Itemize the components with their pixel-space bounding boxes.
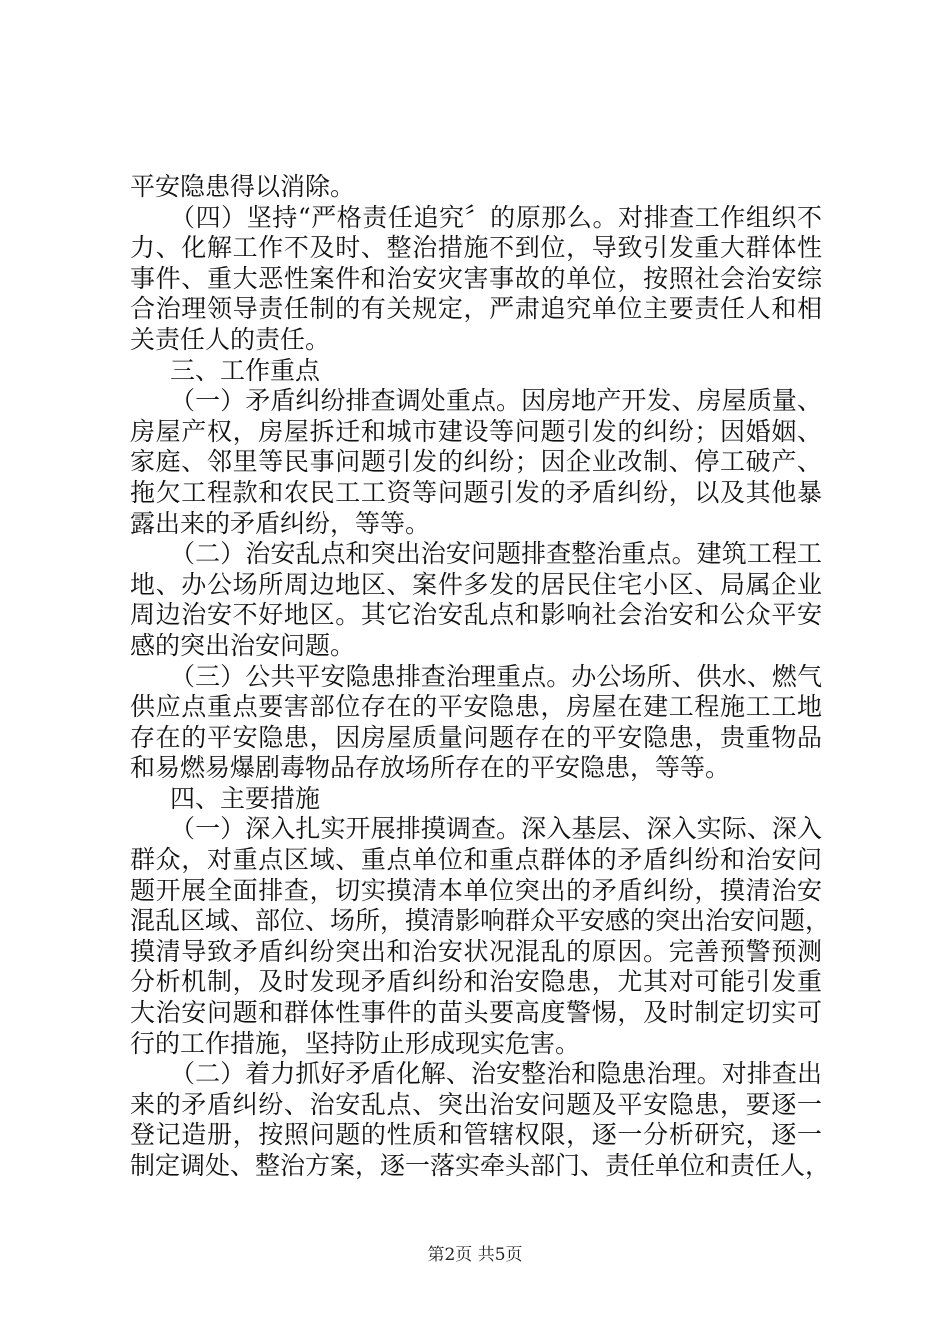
text-line: 房屋产权，房屋拆迁和城市建设等问题引发的纠纷；因婚姻、 (130, 416, 822, 446)
text-line: 分析机制，及时发现矛盾纠纷和治安隐患，尤其对可能引发重 (130, 967, 822, 997)
text-line: 供应点重点要害部位存在的平安隐患，房屋在建工程施工工地 (130, 692, 822, 722)
text-line: 周边治安不好地区。其它治安乱点和影响社会治安和公众平安 (130, 600, 822, 630)
text-line: 来的矛盾纠纷、治安乱点、突出治安问题及平安隐患，要逐一 (130, 1089, 822, 1119)
text-line: 合治理领导责任制的有关规定，严肃追究单位主要责任人和相 (130, 294, 822, 324)
text-line: （四）坚持“严格责任追究〞的原那么。对排查工作组织不 (170, 202, 822, 232)
text-line: 和易燃易爆剧毒物品存放场所存在的平安隐患，等等。 (130, 753, 731, 783)
text-line: 平安隐患得以消除。 (130, 172, 356, 201)
text-line: 摸清导致矛盾纠纷突出和治安状况混乱的原因。完善预警预测 (130, 936, 822, 966)
text-line: 存在的平安隐患，因房屋质量问题存在的平安隐患，贵重物品 (130, 722, 822, 752)
text-line: 题开展全面排查，切实摸清本单位突出的矛盾纠纷，摸清治安 (130, 875, 822, 905)
text-line: 拖欠工程款和农民工工资等问题引发的矛盾纠纷，以及其他暴 (130, 477, 822, 507)
text-line: 事件、重大恶性案件和治安灾害事故的单位，按照社会治安综 (130, 263, 822, 293)
text-line: 登记造册，按照问题的性质和管辖权限，逐一分析研究，逐一 (130, 1120, 822, 1150)
text-line: 地、办公场所周边地区、案件多发的居民住宅小区、局属企业 (130, 569, 822, 599)
text-line: （一）矛盾纠纷排查调处重点。因房地产开发、房屋质量、 (170, 386, 822, 416)
text-line: 混乱区域、部位、场所，摸清影响群众平安感的突出治安问题， (130, 906, 831, 936)
text-line: 群众，对重点区域、重点单位和重点群体的矛盾纠纷和治安问 (130, 845, 822, 875)
text-line: （二）治安乱点和突出治安问题排查整治重点。建筑工程工 (170, 539, 822, 569)
text-line: 关责任人的责任。 (130, 324, 331, 354)
page-number-footer: 第2页 共5页 (427, 1245, 523, 1265)
text-line: 大治安问题和群体性事件的苗头要高度警惕，及时制定切实可 (130, 998, 822, 1028)
text-line: 露出来的矛盾纠纷，等等。 (130, 508, 431, 538)
document-body (130, 172, 831, 1182)
text-line: 制定调处、整治方案，逐一落实牵头部门、责任单位和责任人， (130, 1151, 831, 1180)
text-line: （一）深入扎实开展排摸调查。深入基层、深入实际、深入 (170, 814, 822, 844)
text-line: 力、化解工作不及时、整治措施不到位，导致引发重大群体性 (130, 233, 822, 263)
text-line: （三）公共平安隐患排查治理重点。办公场所、供水、燃气 (170, 661, 822, 691)
text-line: 三、工作重点 (170, 355, 321, 385)
text-line: 四、主要措施 (170, 783, 321, 813)
text-line: 家庭、邻里等民事问题引发的纠纷；因企业改制、停工破产、 (130, 447, 822, 477)
text-line: 感的突出治安问题。 (130, 630, 356, 660)
text-line: 行的工作措施，坚持防止形成现实危害。 (130, 1028, 581, 1058)
text-line: （二）着力抓好矛盾化解、治安整治和隐患治理。对排查出 (170, 1059, 822, 1089)
